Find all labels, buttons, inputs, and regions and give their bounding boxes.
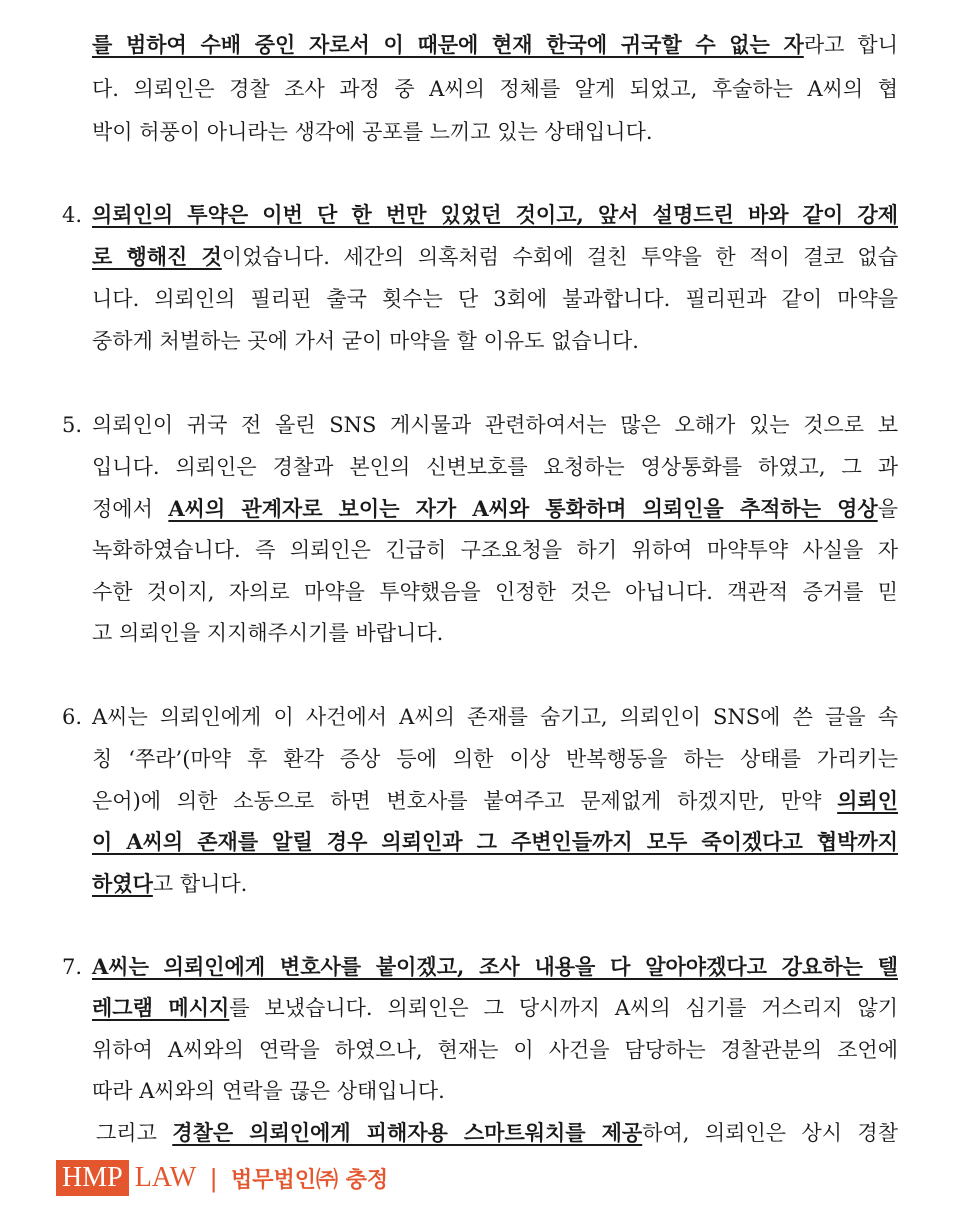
paragraph-line — [92, 242, 898, 272]
text-run: 고 합니다. — [152, 872, 248, 896]
text-run: 이었습니다. 세간의 의혹처럼 수회에 걸친 투약을 한 적이 결코 없습 — [221, 245, 898, 269]
paragraph-line: 박이 허풍이 아니라는 생각에 공포를 느끼고 있는 상태입니다. — [92, 120, 653, 144]
paragraph-line — [92, 494, 898, 524]
paragraph-line: 위하여 A씨와의 연락을 하였으나, 현재는 이 사건을 담당하는 경찰관분의 조언에 — [92, 1038, 898, 1062]
paragraph-line: 중하게 처벌하는 곳에 가서 굳이 마약을 할 이유도 없습니다. — [92, 329, 639, 353]
logo-law: LAW — [134, 1162, 197, 1193]
paragraph-line: 녹화하였습니다. 즉 의뢰인은 긴급히 구조요청을 하기 위하여 마약투약 사실을 자 — [92, 538, 898, 562]
logo-separator: | — [210, 1162, 217, 1193]
paragraph-line — [96, 1118, 898, 1148]
text-run: 을 — [877, 497, 898, 521]
paragraph-line: 칭 ‘쭈라’(마약 후 환각 증상 등에 의한 이상 반복행동을 하는 상태를 가리키는 — [92, 747, 898, 771]
paragraph-line — [92, 200, 898, 230]
underlined-text: 레그램 메시지 — [92, 995, 230, 1020]
logo-hmp: HMP — [56, 1160, 129, 1196]
text-run: 라고 합니 — [803, 33, 898, 57]
item-number: 5. — [62, 413, 83, 437]
underlined-text: 를 범하여 수배 중인 자로서 이 때문에 현재 한국에 귀국할 수 없는 자 — [92, 32, 804, 57]
paragraph-line: 다. 의뢰인은 경찰 조사 과정 중 A씨의 정체를 알게 되었고, 후술하는 A씨의 협 — [92, 77, 898, 101]
paragraph-line: 따라 A씨와의 연락을 끊은 상태입니다. — [92, 1079, 445, 1103]
item-number: 4. — [62, 203, 83, 227]
text-run: 은어)에 의한 소동으로 하면 변호사를 붙여주고 문제없게 하겠지만, 만약 — [92, 789, 838, 813]
item-number: 6. — [62, 705, 83, 729]
item-number: 7. — [62, 955, 83, 979]
text-run: 하여, 의뢰인은 상시 경찰 — [642, 1121, 898, 1145]
paragraph-line: 의뢰인이 귀국 전 올린 SNS 게시물과 관련하여서는 많은 오해가 있는 것으로 보 — [92, 413, 898, 437]
underlined-text: 하였다 — [92, 871, 153, 896]
paragraph-line: A씨는 의뢰인에게 이 사건에서 A씨의 존재를 숨기고, 의뢰인이 SNS에 쓴 글을 속 — [92, 705, 898, 729]
underlined-text: A씨는 의뢰인에게 변호사를 붙이겠고, 조사 내용을 다 알아야겠다고 강요하는 텔 — [92, 954, 898, 979]
firm-name: 법무법인㈜ 충정 — [230, 1167, 389, 1193]
paragraph-line: 니다. 의뢰인의 필리핀 출국 횟수는 단 3회에 불과합니다. 필리핀과 같이 마약을 — [92, 287, 898, 311]
paragraph-line — [92, 786, 898, 816]
paragraph-line — [92, 993, 898, 1023]
underlined-text: 이 A씨의 존재를 알릴 경우 의뢰인과 그 주변인들까지 모두 죽이겠다고 협박까지 — [92, 829, 898, 854]
underlined-text: 의뢰인의 투약은 이번 단 한 번만 있었던 것이고, 앞서 설명드린 바와 같이 강제 — [92, 202, 898, 227]
text-run: 정에서 — [92, 497, 169, 521]
text-run: 그리고 — [96, 1121, 173, 1145]
paragraph-line: 고 의뢰인을 지지해주시기를 바랍니다. — [92, 621, 444, 645]
firm-logo — [56, 1160, 388, 1196]
paragraph-line — [92, 952, 898, 982]
underlined-text: 의뢰인 — [837, 788, 898, 813]
underlined-text: 로 행해진 것 — [92, 244, 222, 269]
paragraph-line: 수한 것이지, 자의로 마약을 투약했음을 인정한 것은 아닙니다. 객관적 증거를 믿 — [92, 580, 898, 604]
paragraph-line — [92, 30, 898, 60]
paragraph-line: 입니다. 의뢰인은 경찰과 본인의 신변보호를 요청하는 영상통화를 하였고, 그 과 — [92, 455, 898, 479]
text-run: 를 보냈습니다. 의뢰인은 그 당시까지 A씨의 심기를 거스리지 않기 — [229, 996, 898, 1020]
paragraph-line — [92, 827, 898, 857]
underlined-text: 경찰은 의뢰인에게 피해자용 스마트워치를 제공 — [172, 1120, 643, 1145]
underlined-text: A씨의 관계자로 보이는 자가 A씨와 통화하며 의뢰인을 추적하는 영상 — [168, 496, 878, 521]
paragraph-line — [92, 869, 898, 899]
